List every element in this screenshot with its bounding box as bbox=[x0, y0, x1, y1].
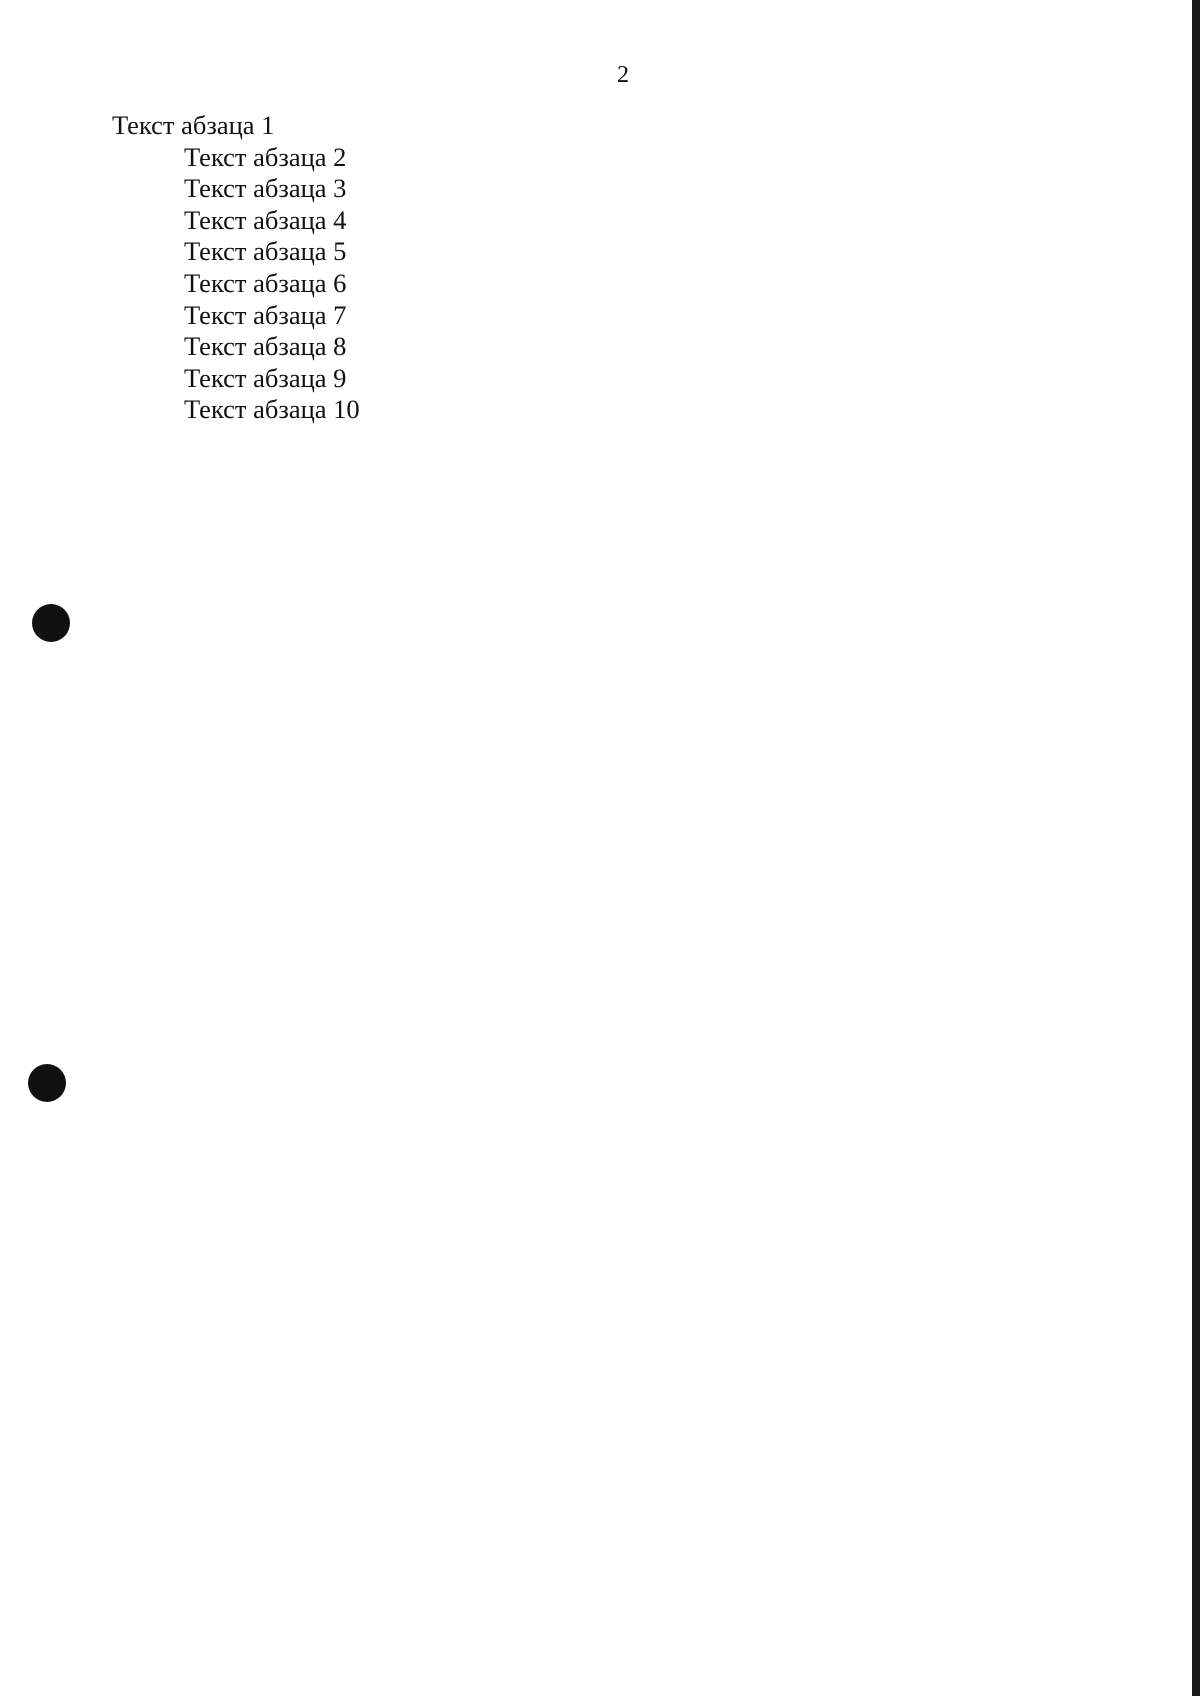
paragraph: Текст абзаца 6 bbox=[184, 267, 347, 298]
paragraph: Текст абзаца 9 bbox=[184, 362, 347, 393]
paragraph: Текст абзаца 3 bbox=[184, 173, 347, 204]
paragraph: Текст абзаца 1 bbox=[112, 110, 275, 140]
paragraph: Текст абзаца 4 bbox=[184, 204, 347, 235]
punch-hole-mark bbox=[28, 1064, 66, 1102]
punch-hole-mark bbox=[32, 604, 70, 642]
paragraph: Текст абзаца 8 bbox=[184, 331, 347, 362]
paragraph: Текст абзаца 5 bbox=[184, 236, 347, 267]
scan-edge bbox=[1192, 0, 1200, 1696]
page-number: 2 bbox=[617, 62, 629, 88]
paragraph: Текст абзаца 10 bbox=[184, 394, 360, 425]
paragraph: Текст абзаца 2 bbox=[184, 141, 347, 172]
paragraph: Текст абзаца 7 bbox=[184, 299, 347, 330]
document-body bbox=[112, 110, 1146, 426]
